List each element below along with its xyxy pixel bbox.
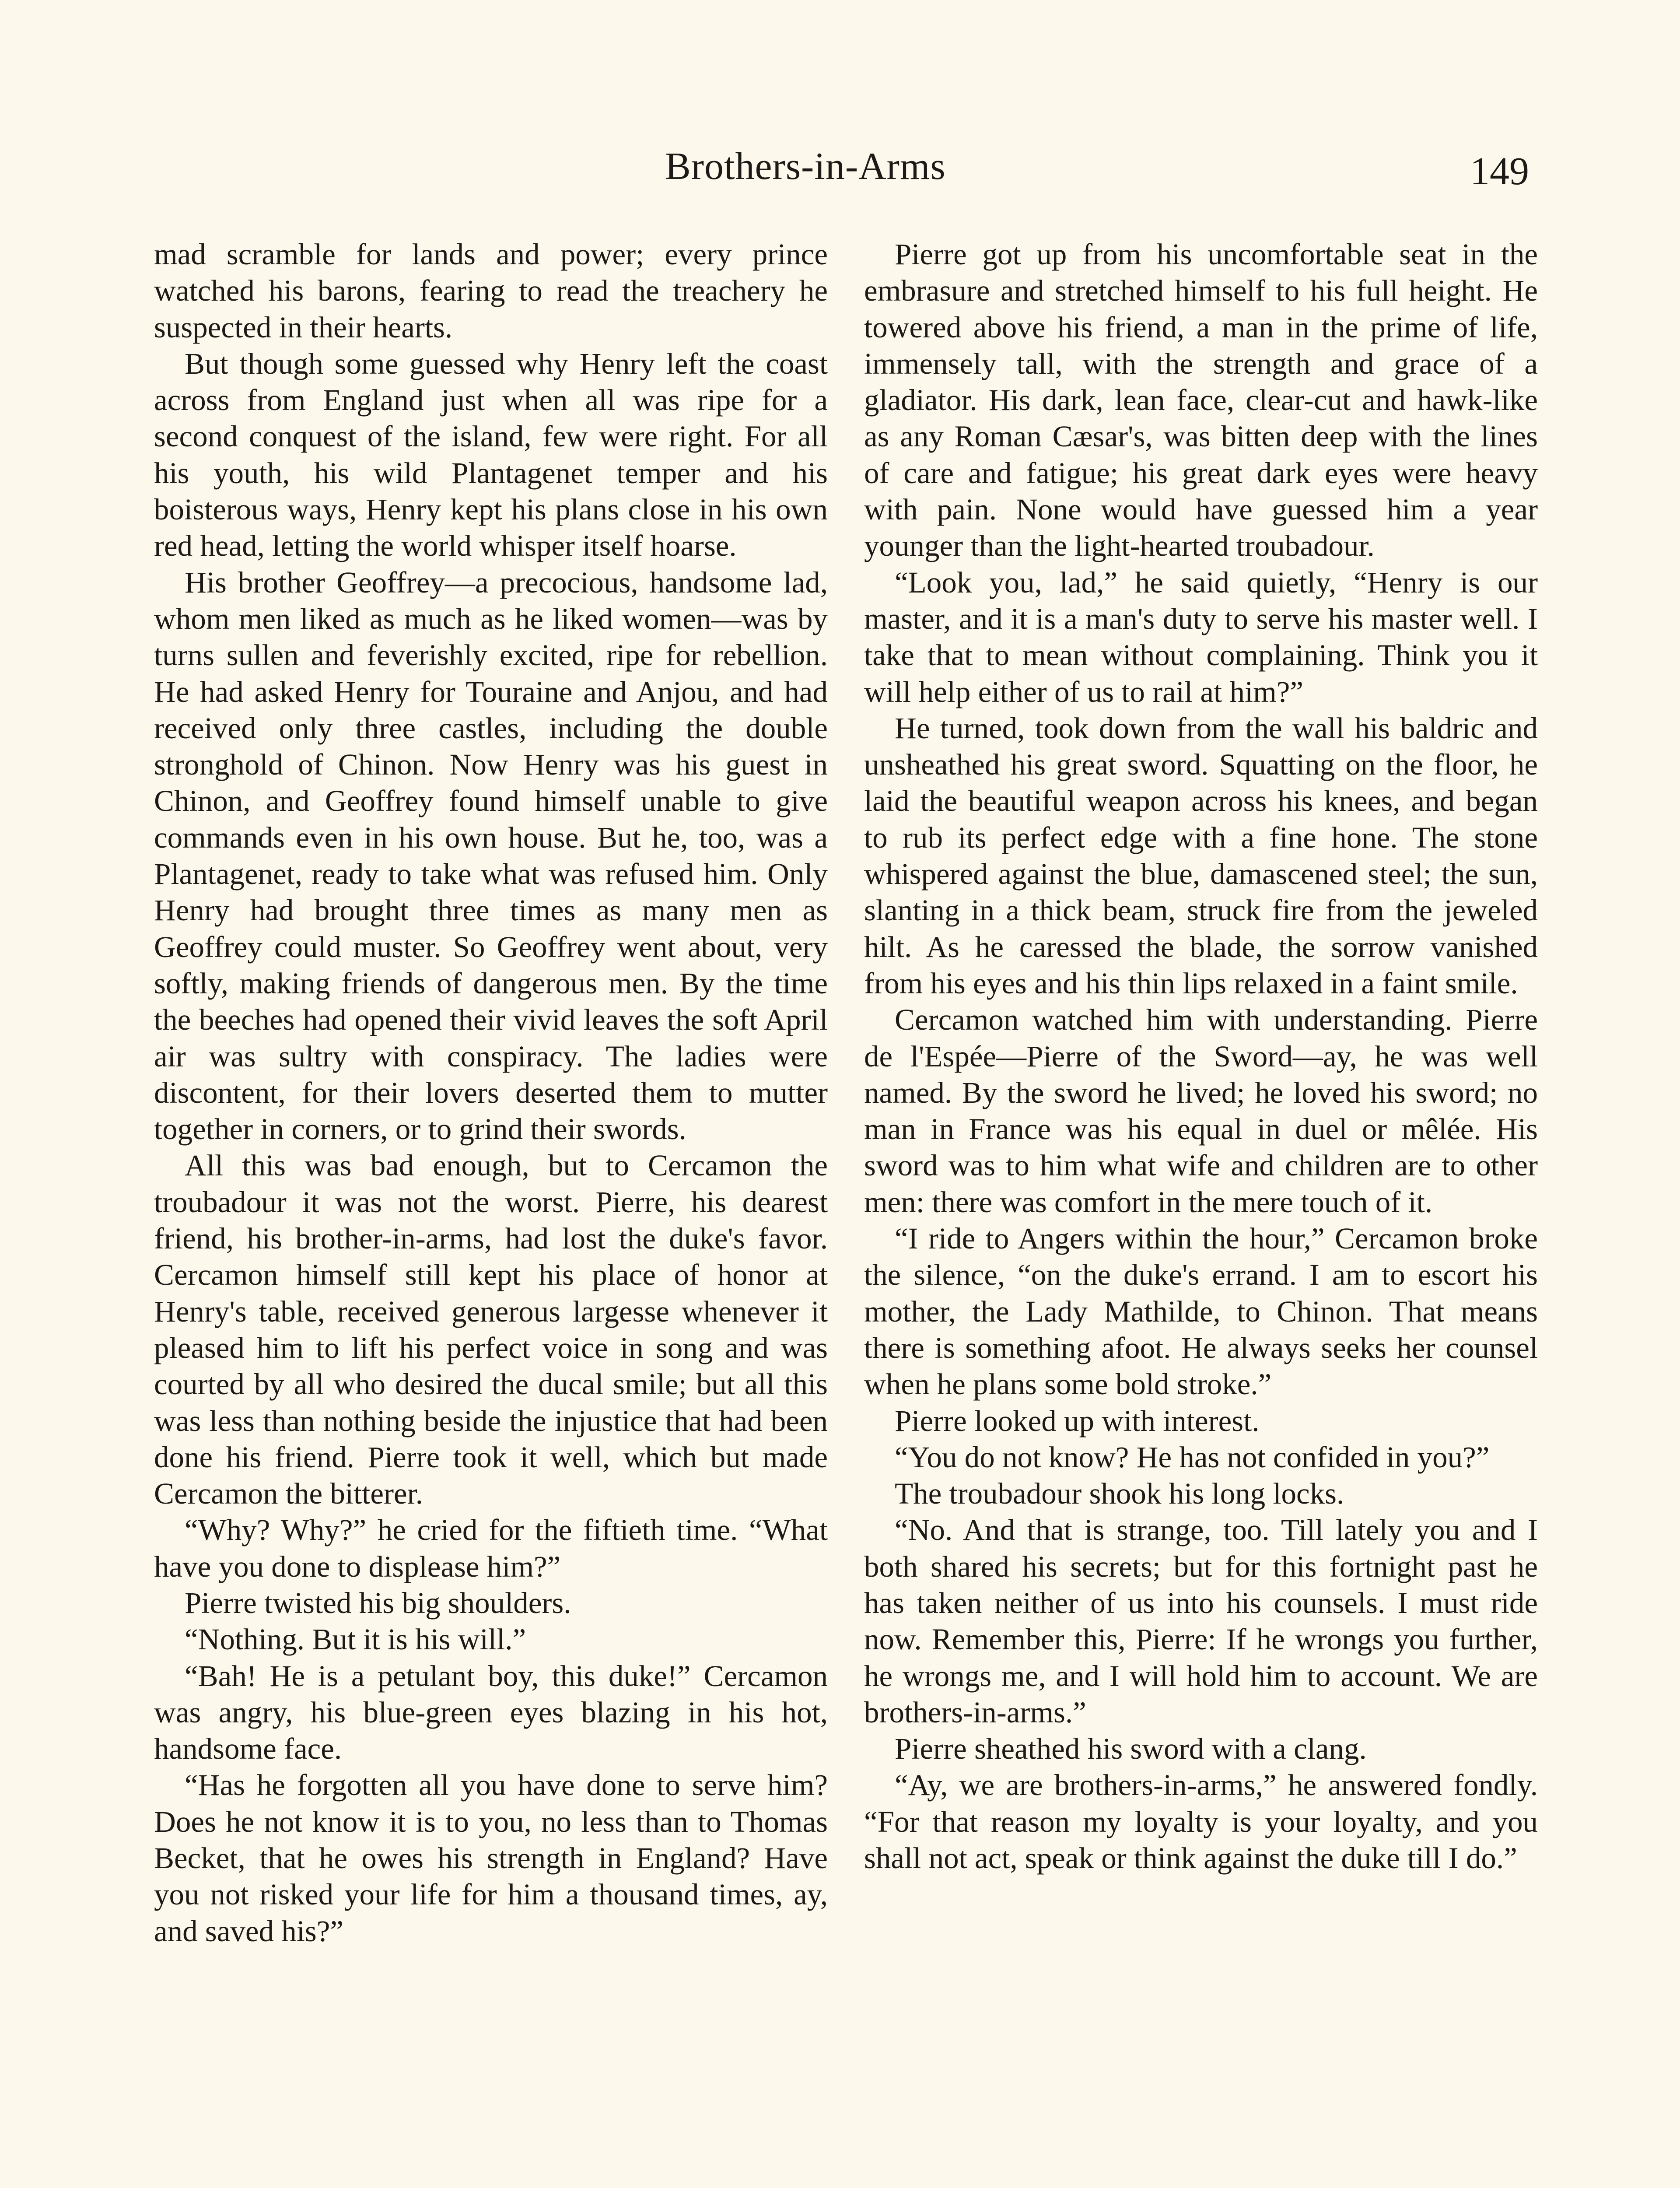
paragraph: “I ride to Angers within the hour,” Cercamon broke the silence, “on the duke's errand. I am to escort his mother, the Lady Mathilde, to Chinon. That means there is something afoot. He always seeks her counsel when he plans some bold stroke.” [864,1222,1538,1401]
paragraph: “You do not know? He has not confided in you?” [895,1440,1490,1474]
paragraph: His brother Geoffrey—a precocious, handsome lad, whom men liked as much as he liked women—was by turns sullen and feverishly excited, ripe for rebellion. He had asked Henry for Touraine and Anjou, and had received only three castles, including the double stronghold of Chinon. Now Henry was his guest in Chinon, and Geoffrey found himself unable to give commands even in his own house. But he, too, was a Plantagenet, ready to take what was refused him. Only Henry had brought three times as many men as Geoffrey could muster. So Geoffrey went about, very softly, making friends of dangerous men. By the time the beeches had opened their vivid leaves the soft April air was sultry with conspiracy. The ladies were discontent, for their lovers deserted them to mutter together in corners, or to grind their swords. [154,565,828,1146]
paragraph: Pierre twisted his big shoulders. [185,1586,571,1620]
paragraph: “Look you, lad,” he said quietly, “Henry is our master, and it is a man's duty to serve his master well. I take that to mean without complaining. Think you it will help either of us to rail at him?” [864,565,1538,708]
paragraph: mad scramble for lands and power; every prince watched his barons, fearing to read the treachery he suspected in their hearts. [154,238,828,344]
running-title: Brothers-in-Arms [665,145,946,188]
paragraph: “Has he forgotten all you have done to serve him? Does he not know it is to you, no less than to Thomas Becket, that he owes his strength in England? Have you not risked your life for him a thousand times, ay, and saved his?” [154,1768,828,1948]
paragraph: Pierre got up from his uncomfortable seat in the embrasure and stretched himself to his full height. He towered above his friend, a man in the prime of life, immensely tall, with the strength and grace of a gladiator. His dark, lean face, clear-cut and hawk-like as any Roman Cæsar's, was bitten deep with the lines of care and fatigue; his great dark eyes were heavy with pain. None would have guessed him a year younger than the light-hearted troubadour. [864,238,1538,563]
paragraph: “No. And that is strange, too. Till lately you and I both shared his secrets; but for this fortnight past he has taken neither of us into his counsels. I must ride now. Remember this, Pierre: If he wrongs you further, he wrongs me, and I will hold him to account. We are brothers-in-arms.” [864,1513,1538,1729]
paragraph: “Bah! He is a petulant boy, this duke!” Cercamon was angry, his blue-green eyes blazing in his hot, handsome face. [154,1659,828,1766]
paragraph: All this was bad enough, but to Cercamon the troubadour it was not the worst. Pierre, his dearest friend, his brother-in-arms, had lost the duke's favor. Cercamon himself still kept his place of honor at Henry's table, received generous largesse whenever it pleased him to lift his perfect voice in song and was courted by all who desired the ducal smile; but all this was less than nothing beside the injustice that had been done his friend. Pierre took it well, which but made Cercamon the bitterer. [154,1149,828,1511]
page-number: 149 [1470,150,1529,193]
right-column [864,236,1538,1876]
paragraph: “Ay, we are brothers-in-arms,” he answered fondly. “For that reason my loyalty is your loyalty, and you shall not act, speak or think against the duke till I do.” [864,1768,1538,1875]
paragraph: The troubadour shook his long locks. [895,1477,1344,1511]
paragraph: “Nothing. But it is his will.” [185,1623,526,1656]
paragraph: He turned, took down from the wall his baldric and unsheathed his great sword. Squatting on the floor, he laid the beautiful weapon across his knees, and began to rub its perfect edge with a fine hone. The stone whispered against the blue, damascened steel; the sun, slanting in a thick beam, struck fire from the jeweled hilt. As he caressed the blade, the sorrow vanished from his eyes and his thin lips relaxed in a faint smile. [864,711,1538,1000]
paragraph: Pierre sheathed his sword with a clang. [895,1732,1367,1766]
paragraph: But though some guessed why Henry left the coast across from England just when all was ripe for a second conquest of the island, few were right. For all his youth, his wild Plantagenet temper and his boisterous ways, Henry kept his plans close in his own red head, letting the world whisper itself hoarse. [154,347,828,563]
page-header [0,144,1680,201]
left-column [154,236,828,1950]
paragraph: Pierre looked up with interest. [895,1404,1260,1438]
paragraph: “Why? Why?” he cried for the fiftieth time. “What have you done to displease him?” [154,1513,828,1583]
paragraph: Cercamon watched him with understanding. Pierre de l'Espée—Pierre of the Sword—ay, he was well named. By the sword he lived; he loved his sword; no man in France was his equal in duel or mêlée. His sword was to him what wife and children are to other men: there was comfort in the mere touch of it. [864,1003,1538,1219]
